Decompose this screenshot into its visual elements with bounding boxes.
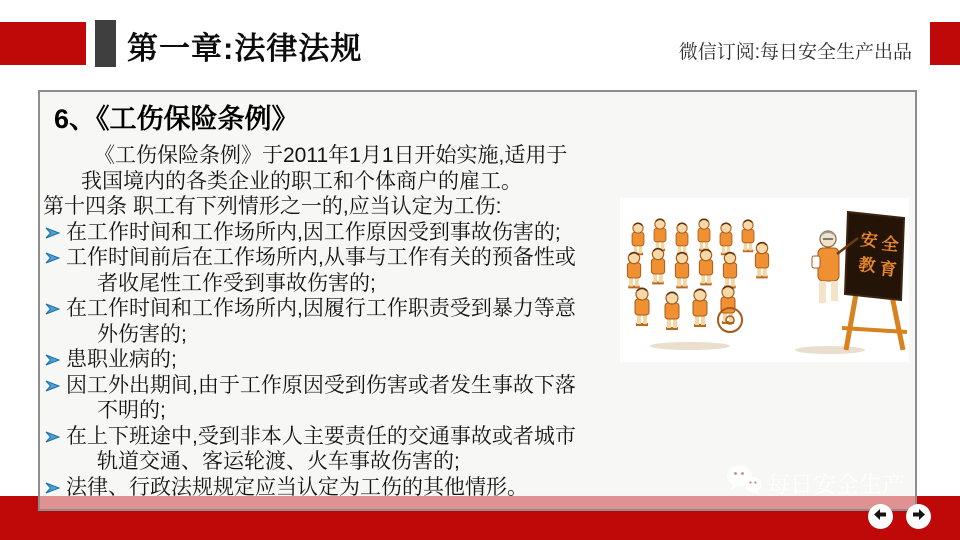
bullet-arrow-icon: [45, 296, 66, 322]
content-box: [38, 90, 917, 511]
bullet-arrow-icon: [45, 245, 66, 271]
header-red-accent-right: [930, 22, 960, 65]
wechat-logo-icon: [726, 464, 762, 501]
bullet-text: 在工作时间和工作场所内,因履行工作职责受到暴力等意: [66, 297, 576, 320]
watermark: [726, 464, 905, 501]
next-slide-button[interactable]: [906, 504, 931, 529]
arrow-left-icon: [872, 507, 889, 527]
chapter-title: 第一章:法律法规: [127, 31, 363, 66]
bullet-line: [40, 424, 915, 450]
board-char: 安: [859, 230, 879, 251]
board-char: 育: [878, 259, 898, 280]
bullet-line: [40, 373, 915, 399]
text-line: 者收尾性工作受到事故伤害的;: [97, 271, 376, 295]
bullet-text: 患职业病的;: [66, 348, 177, 371]
bullet-text: 工作时间前后在工作场所内,从事与工作有关的预备性或: [66, 246, 576, 269]
bullet-text: 在工作时间和工作场所内,因工作原因受到事故伤害的;: [66, 220, 561, 244]
text-line: 轨道交通、客运轮渡、火车事故伤害的;: [97, 450, 460, 473]
bullet-arrow-icon: [45, 220, 66, 246]
watermark-text: 每日安全生产: [767, 471, 905, 497]
text-line: 外伤害的;: [97, 322, 187, 346]
text-line: 不明的;: [97, 399, 166, 422]
wechat-subscription-text: 微信订阅:每日安全生产出品: [678, 42, 912, 63]
bullet-arrow-icon: [45, 424, 66, 450]
arrow-right-icon: [910, 507, 927, 527]
text-line: 《工伤保险条例》于2011年1月1日开始实施,适用于: [94, 144, 568, 167]
bullet-text: 法律、行政法规规定应当认定为工伤的其他情形。: [66, 475, 528, 499]
section-heading: 6、《工伤保险条例》: [54, 104, 299, 134]
bullet-arrow-icon: [45, 347, 66, 373]
text-line: 第十四条 职工有下列情形之一的,应当认定为工伤:: [43, 195, 502, 218]
previous-slide-button[interactable]: [868, 504, 893, 529]
header-red-accent-left: [0, 22, 86, 65]
board-char: 教: [857, 255, 877, 276]
header-gray-accent: [95, 20, 116, 67]
bullet-text: 在上下班途中,受到非本人主要责任的交通事故或者城市: [66, 424, 576, 448]
board-char: 全: [880, 234, 900, 255]
safety-training-illustration: [620, 198, 909, 362]
bullet-arrow-icon: [45, 373, 66, 399]
text-line: 我国境内的各类企业的职工和个体商户的雇工。: [81, 169, 522, 193]
bullet-text: 因工外出期间,由于工作原因受到伤害或者发生事故下落: [66, 373, 576, 397]
